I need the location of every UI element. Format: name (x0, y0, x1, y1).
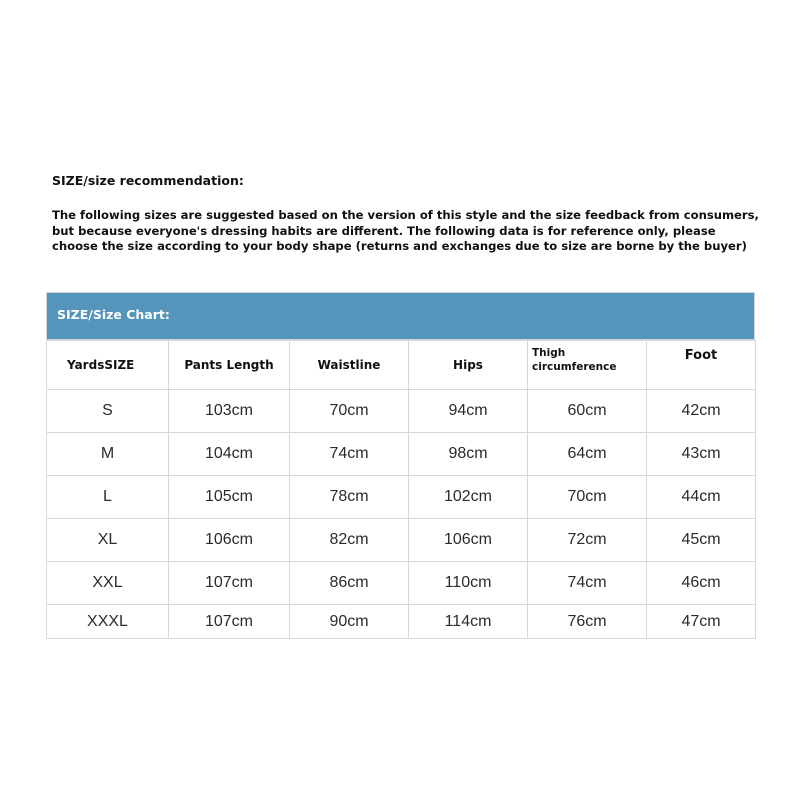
cell-waistline: 70cm (290, 390, 409, 433)
cell-waistline: 74cm (290, 433, 409, 476)
cell-size: XL (47, 519, 169, 562)
size-table (46, 340, 756, 639)
size-notice (52, 208, 772, 255)
cell-foot: 42cm (647, 390, 756, 433)
cell-size: S (47, 390, 169, 433)
header-thigh-circumference (528, 341, 647, 390)
cell-thigh: 74cm (528, 562, 647, 605)
size-chart-title: SIZE/Size Chart: (46, 292, 755, 340)
notice-line-2: but because everyone's dressing habits are different. The following data is for reference only, please (52, 223, 716, 238)
cell-waistline: 78cm (290, 476, 409, 519)
cell-waistline: 82cm (290, 519, 409, 562)
cell-size: L (47, 476, 169, 519)
cell-foot: 44cm (647, 476, 756, 519)
cell-thigh: 60cm (528, 390, 647, 433)
table-row (47, 476, 756, 519)
cell-pants-length: 106cm (169, 519, 290, 562)
cell-hips: 114cm (409, 605, 528, 639)
header-thigh-line-2: circumference (532, 361, 617, 373)
cell-pants-length: 103cm (169, 390, 290, 433)
cell-size: M (47, 433, 169, 476)
cell-pants-length: 105cm (169, 476, 290, 519)
size-table-body (47, 390, 756, 639)
header-yards-size: YardsSIZE (47, 341, 169, 390)
cell-thigh: 70cm (528, 476, 647, 519)
cell-thigh: 76cm (528, 605, 647, 639)
table-row (47, 562, 756, 605)
cell-foot: 45cm (647, 519, 756, 562)
notice-line-1: The following sizes are suggested based on the version of this style and the size feedback from consumers, (52, 208, 759, 222)
header-thigh-line-1: Thigh (532, 347, 566, 359)
cell-waistline: 90cm (290, 605, 409, 639)
header-foot: Foot (647, 341, 756, 390)
cell-size: XXL (47, 562, 169, 605)
cell-hips: 110cm (409, 562, 528, 605)
cell-pants-length: 107cm (169, 605, 290, 639)
cell-hips: 94cm (409, 390, 528, 433)
header-pants-length: Pants Length (169, 341, 290, 390)
header-hips: Hips (409, 341, 528, 390)
cell-foot: 47cm (647, 605, 756, 639)
table-row (47, 519, 756, 562)
size-recommendation-heading: SIZE/size recommendation: (52, 173, 244, 188)
table-header-row (47, 341, 756, 390)
size-chart (46, 292, 755, 639)
cell-pants-length: 104cm (169, 433, 290, 476)
cell-size: XXXL (47, 605, 169, 639)
cell-foot: 46cm (647, 562, 756, 605)
notice-line-3: choose the size according to your body shape (returns and exchanges due to size are borne by the buyer) (52, 239, 747, 253)
cell-thigh: 64cm (528, 433, 647, 476)
cell-thigh: 72cm (528, 519, 647, 562)
header-waistline: Waistline (290, 341, 409, 390)
cell-hips: 102cm (409, 476, 528, 519)
cell-waistline: 86cm (290, 562, 409, 605)
cell-foot: 43cm (647, 433, 756, 476)
cell-hips: 106cm (409, 519, 528, 562)
cell-hips: 98cm (409, 433, 528, 476)
table-row (47, 390, 756, 433)
table-row (47, 605, 756, 639)
table-row (47, 433, 756, 476)
cell-pants-length: 107cm (169, 562, 290, 605)
